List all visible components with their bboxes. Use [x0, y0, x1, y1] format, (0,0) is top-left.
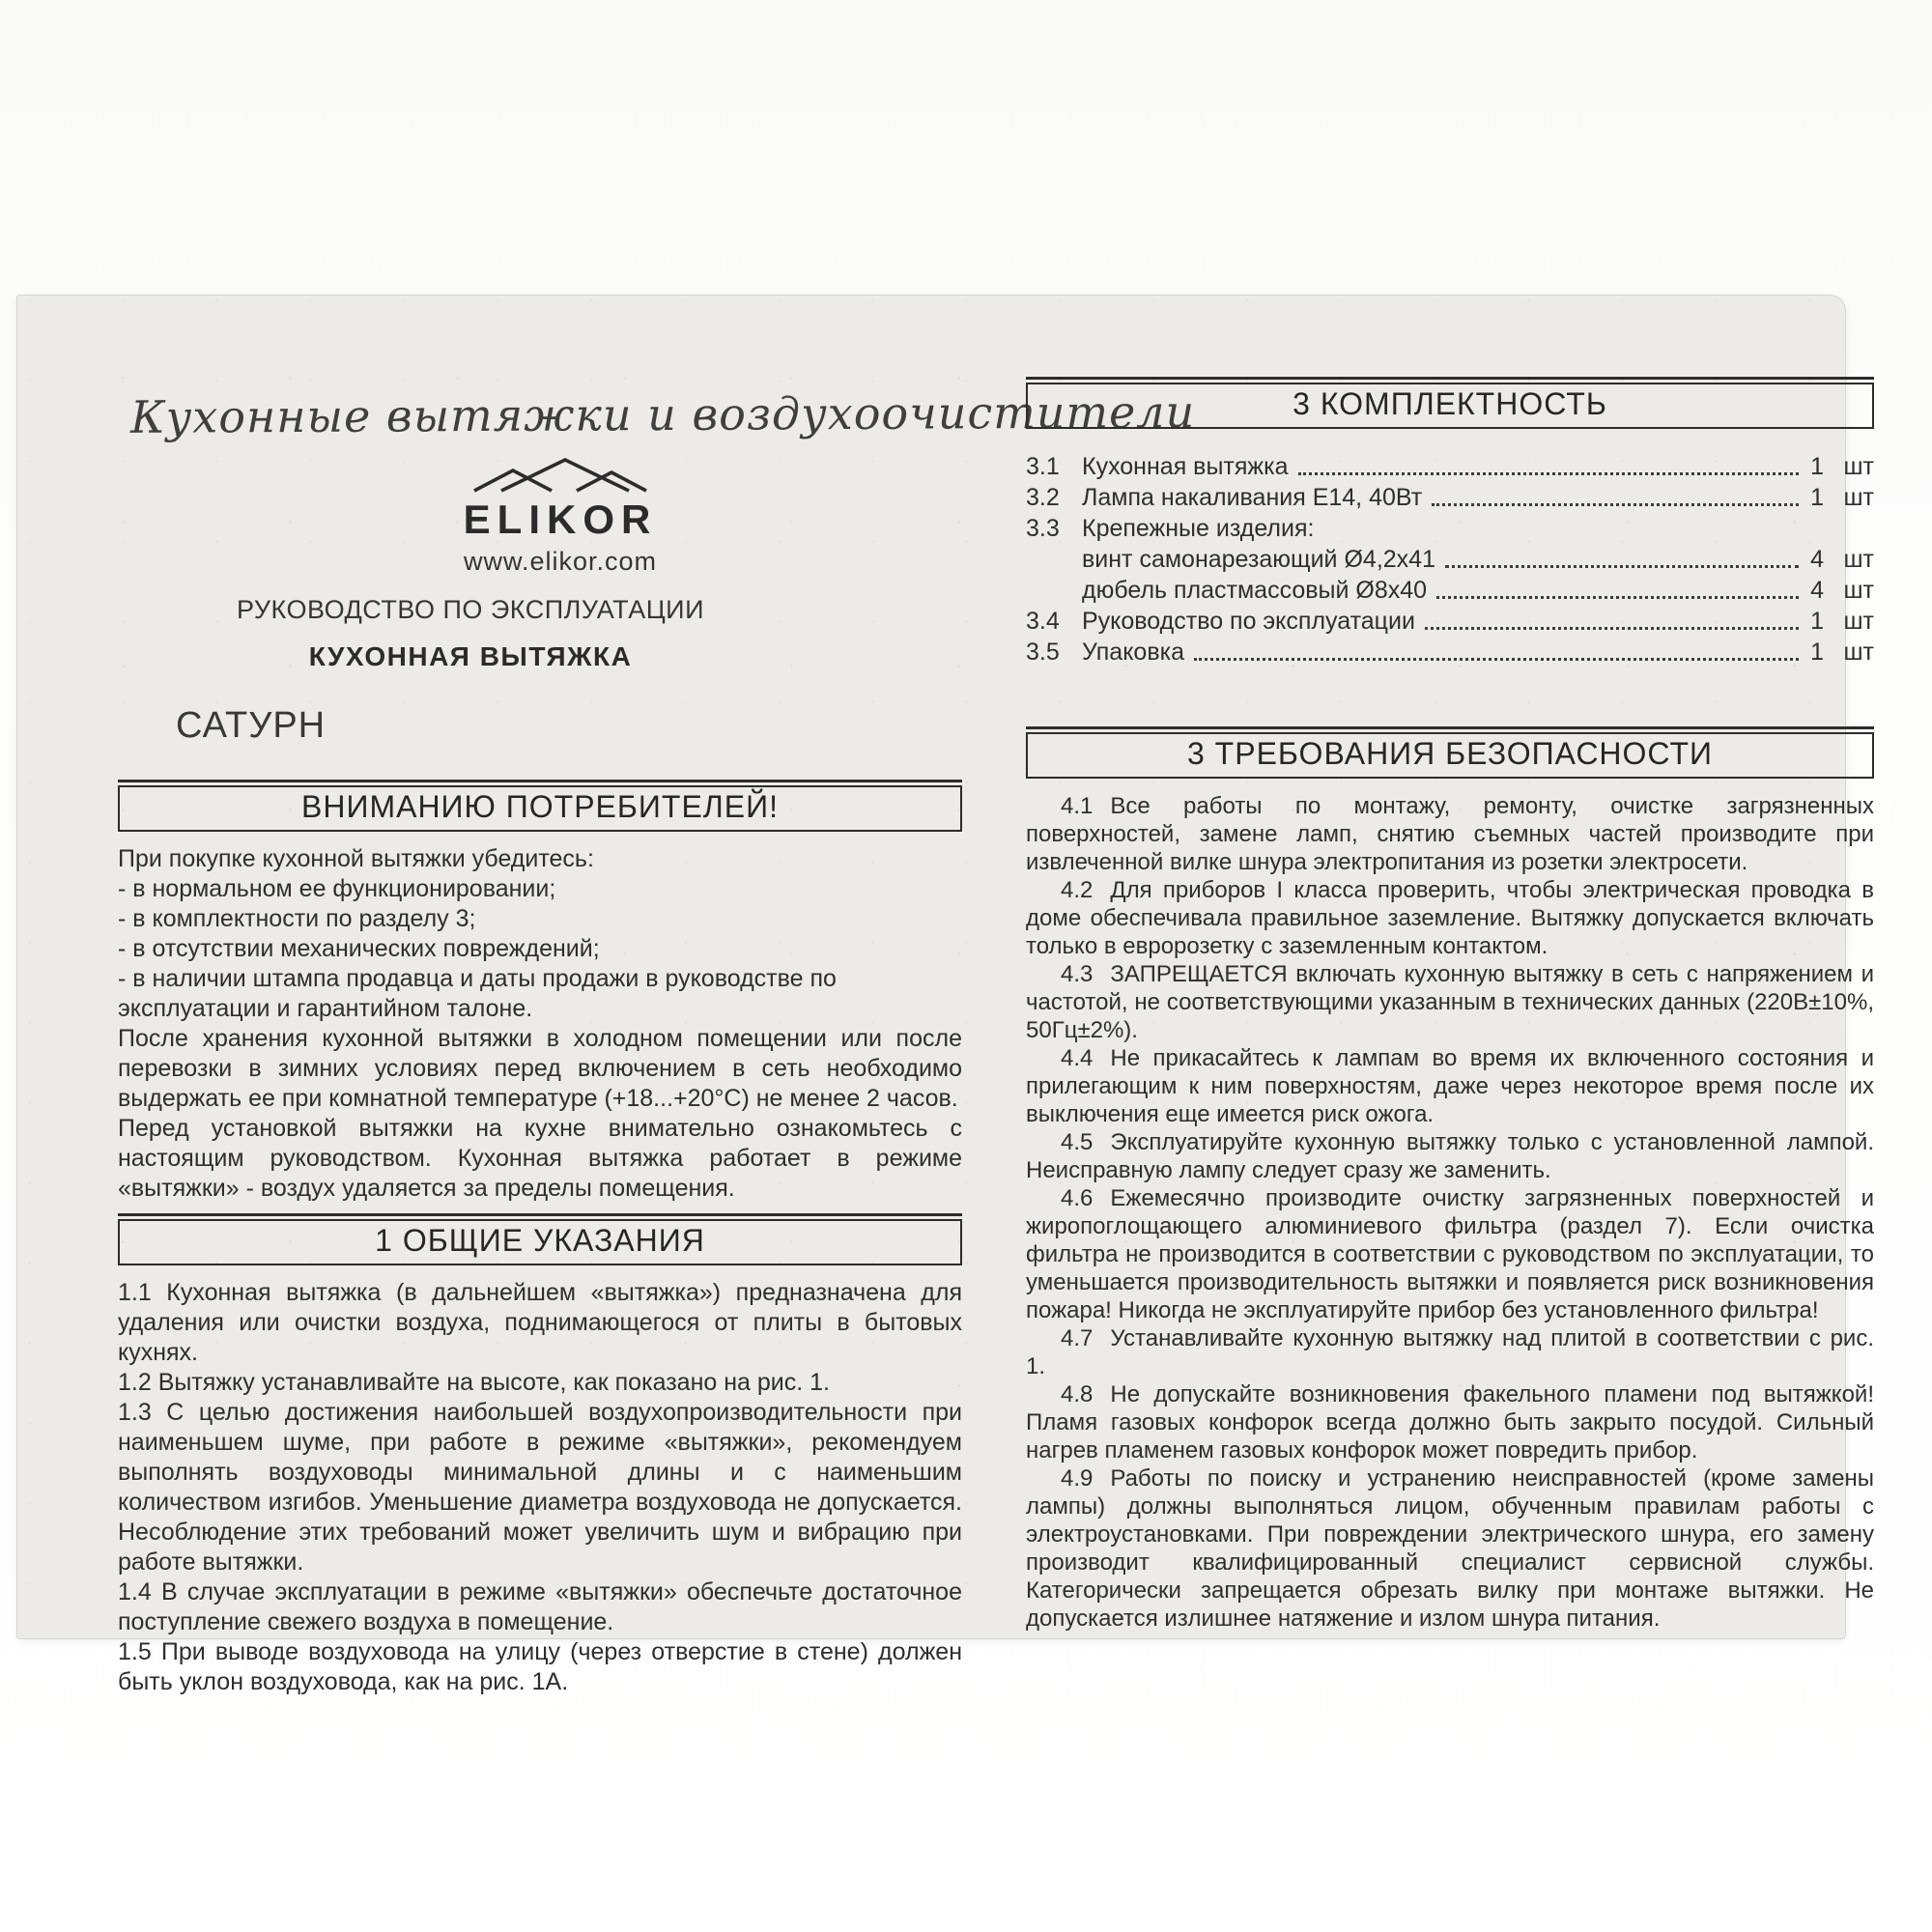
dot-leader [1432, 503, 1799, 506]
attention-bullet: - в отсутствии механических повреждений; [118, 935, 600, 962]
safety-item-text: Для приборов I класса проверить, чтобы электрическая проводка в доме обеспечивала правильное заземление. Вытяжку допускается включать только в евророзетку с заземленным контактом. [1026, 877, 1874, 959]
safety-item-text: Устанавливайте кухонную вытяжку над плитой в соответствии с рис. 1. [1026, 1325, 1874, 1379]
safety-item-text: Не прикасайтесь к лампам во время их включенного состояния и прилегающим к ним поверхностям, даже через некоторое время после их выключения еще имеется риск ожога. [1026, 1045, 1874, 1127]
safety-item-number: 4.4 [1061, 1045, 1094, 1071]
safety-item-number: 4.7 [1061, 1325, 1094, 1351]
safety-item-text: Ежемесячно производите очистку загрязненных поверхностей и жиропоглощающего алюминиевого фильтра (раздел 7). Если очистка фильтра не производится в соответствии с руководством по эксплуатации, то уменьшается производительность вытяжки и появляется риск возникновения пожара! Никогда не эксплуатируйте прибор без установленного фильтра! [1026, 1185, 1874, 1323]
row-number: 3.4 [1026, 608, 1060, 635]
completeness-row [1026, 543, 1874, 574]
manual-page [17, 296, 1874, 1695]
attention-paragraph: Перед установкой вытяжки на кухне внимательно ознакомьтесь с настоящим руководством. Кухонная вытяжка работает в режиме «вытяжки» - воздух удаляется за пределы помещения. [118, 1115, 962, 1202]
row-number: 3.2 [1026, 484, 1060, 511]
document-titles [132, 595, 809, 672]
model-name: САТУРН [176, 705, 327, 746]
safety-item [1026, 1464, 1874, 1633]
general-item: 1.5 При выводе воздуховода на улицу (через отверстие в стене) должен быть уклон воздуховода, как на рис. 1А. [118, 1638, 962, 1695]
doc-subtitle: КУХОННАЯ ВЫТЯЖКА [308, 641, 633, 671]
row-quantity: 1 [1810, 484, 1824, 511]
safety-header: 3 ТРЕБОВАНИЯ БЕЗОПАСНОСТИ [1026, 732, 1874, 779]
row-unit: шт [1843, 484, 1874, 511]
general-item: 1.2 Вытяжку устанавливайте на высоте, как показано на рис. 1. [118, 1369, 830, 1396]
safety-item [1026, 960, 1874, 1044]
brand-logo [386, 456, 734, 577]
row-unit: шт [1843, 546, 1874, 573]
doc-title: РУКОВОДСТВО ПО ЭКСПЛУАТАЦИИ [236, 595, 704, 624]
general-header: 1 ОБЩИЕ УКАЗАНИЯ [118, 1219, 962, 1265]
dot-leader [1445, 565, 1799, 568]
row-quantity: 1 [1810, 608, 1824, 635]
roof-icon [469, 456, 652, 495]
completeness-row [1026, 512, 1874, 543]
attention-bullet: - в наличии штампа продавца и даты продажи в руководстве по эксплуатации и гарантийном талоне. [118, 965, 837, 1022]
row-quantity: 4 [1810, 577, 1824, 604]
row-unit: шт [1843, 577, 1874, 604]
safety-item [1026, 1324, 1874, 1380]
safety-item [1026, 1380, 1874, 1464]
safety-item-number: 4.9 [1061, 1465, 1094, 1492]
attention-bullet: - в нормальном ее функционировании; [118, 875, 556, 902]
dot-leader [1425, 627, 1799, 630]
general-item: 1.3 С целью достижения наибольшей воздухопроизводительности при наименьшем шуме, при работе в режиме «вытяжки», рекомендуем выполнять воздуховоды минимальной длины и с наименьшим количеством изгибов. Уменьшение диаметра воздуховода не допускается. Несоблюдение этих требований может увеличить шум и вибрацию при работе вытяжки. [118, 1399, 962, 1576]
attention-header: ВНИМАНИЮ ПОТРЕБИТЕЛЕЙ! [118, 785, 962, 832]
attention-bullet: - в комплектности по разделу 3; [118, 905, 476, 932]
general-item: 1.1 Кухонная вытяжка (в дальнейшем «вытяжка») предназначена для удаления или очистки воздуха, поднимающегося от плиты в бытовых кухнях. [118, 1279, 962, 1366]
safety-items [1026, 792, 1874, 1633]
row-name: винт самонарезающий Ø4,2х41 [1082, 546, 1435, 573]
brand-website: www.elikor.com [463, 547, 658, 576]
safety-item-text: Эксплуатируйте кухонную вытяжку только с установленной лампой. Неисправную лампу следует сразу же заменить. [1026, 1129, 1874, 1183]
dot-leader [1323, 534, 1799, 537]
safety-item [1026, 1128, 1874, 1184]
row-number: 3.1 [1026, 453, 1060, 480]
section-general-instructions [118, 1219, 962, 1697]
dot-leader [1298, 472, 1799, 475]
row-unit: шт [1843, 639, 1874, 666]
row-name: Лампа накаливания Е14, 40Вт [1082, 484, 1423, 511]
safety-item-number: 4.6 [1061, 1185, 1094, 1211]
safety-item-number: 4.2 [1061, 877, 1094, 903]
row-name: дюбель пластмассовый Ø8х40 [1082, 577, 1428, 604]
brand-tagline-script: Кухонные вытяжки и воздухоочистители [129, 385, 1196, 443]
safety-item-text: Работы по поиску и устранению неисправностей (кроме замены лампы) должны выполняться лицом, обученным правилам работы с электроустановками. При повреждении электрического шнура, его замену производит квалифицированный специалист сервисной службы. Категорически запрещается обрезать вилку при монтаже вытяжки. Не допускается излишнее натяжение и излом шнура питания. [1026, 1465, 1874, 1632]
row-quantity: 1 [1810, 453, 1824, 480]
attention-intro: При покупке кухонной вытяжки убедитесь: [118, 845, 594, 872]
row-name: Кухонная вытяжка [1082, 453, 1289, 480]
completeness-row [1026, 450, 1874, 481]
completeness-row [1026, 605, 1874, 636]
dot-leader [1436, 596, 1799, 599]
row-unit: шт [1843, 608, 1874, 635]
section-completeness [1026, 383, 1874, 667]
safety-item-text: ЗАПРЕЩАЕТСЯ включать кухонную вытяжку в сеть с напряжением и частотой, не соответствующими указанным в технических данных (220В±10%, 50Гц±2%). [1026, 961, 1874, 1043]
safety-item-text: Не допускайте возникновения факельного пламени под вытяжкой! Пламя газовых конфорок всегда должно быть закрыто посудой. Сильный нагрев пламенем газовых конфорок может повредить прибор. [1026, 1381, 1874, 1463]
dot-leader [1194, 658, 1799, 661]
section-safety-requirements [1026, 732, 1874, 1633]
safety-item [1026, 1044, 1874, 1128]
safety-item-text: Все работы по монтажу, ремонту, очистке загрязненных поверхностей, замене ламп, снятию съемных частей производите при извлеченной вилке шнура электропитания из розетки электросети. [1026, 793, 1874, 875]
attention-paragraph: После хранения кухонной вытяжки в холодном помещении или после перевозки в зимних условиях перед включением в сеть необходимо выдержать ее при комнатной температуре (+18...+20°С) не менее 2 часов. [118, 1025, 962, 1112]
safety-item-number: 4.5 [1061, 1129, 1094, 1155]
row-number: 3.3 [1026, 515, 1060, 542]
row-quantity: 1 [1810, 639, 1824, 666]
completeness-row [1026, 481, 1874, 512]
row-name: Крепежные изделия: [1082, 515, 1315, 542]
safety-item [1026, 1184, 1874, 1324]
safety-item [1026, 876, 1874, 960]
row-name: Руководство по эксплуатации [1082, 608, 1415, 635]
safety-item [1026, 792, 1874, 876]
row-unit: шт [1843, 453, 1874, 480]
attention-paragraphs [118, 1024, 962, 1204]
general-items [118, 1278, 962, 1697]
safety-item-number: 4.3 [1061, 961, 1094, 987]
completeness-header: 3 КОМПЛЕКТНОСТЬ [1026, 383, 1874, 429]
row-number: 3.5 [1026, 639, 1060, 666]
row-name: Упаковка [1082, 639, 1184, 666]
general-item: 1.4 В случае эксплуатации в режиме «вытяжки» обеспечьте достаточное поступление свежего воздуха в помещение. [118, 1578, 962, 1635]
safety-item-number: 4.1 [1061, 793, 1094, 819]
completeness-row [1026, 636, 1874, 667]
section-attention [118, 785, 962, 1204]
attention-bullets [118, 874, 962, 1024]
brand-name: ELIKOR [463, 497, 658, 542]
row-quantity: 4 [1810, 546, 1824, 573]
completeness-row [1026, 574, 1874, 605]
completeness-rows [1026, 450, 1874, 667]
safety-item-number: 4.8 [1061, 1381, 1094, 1407]
